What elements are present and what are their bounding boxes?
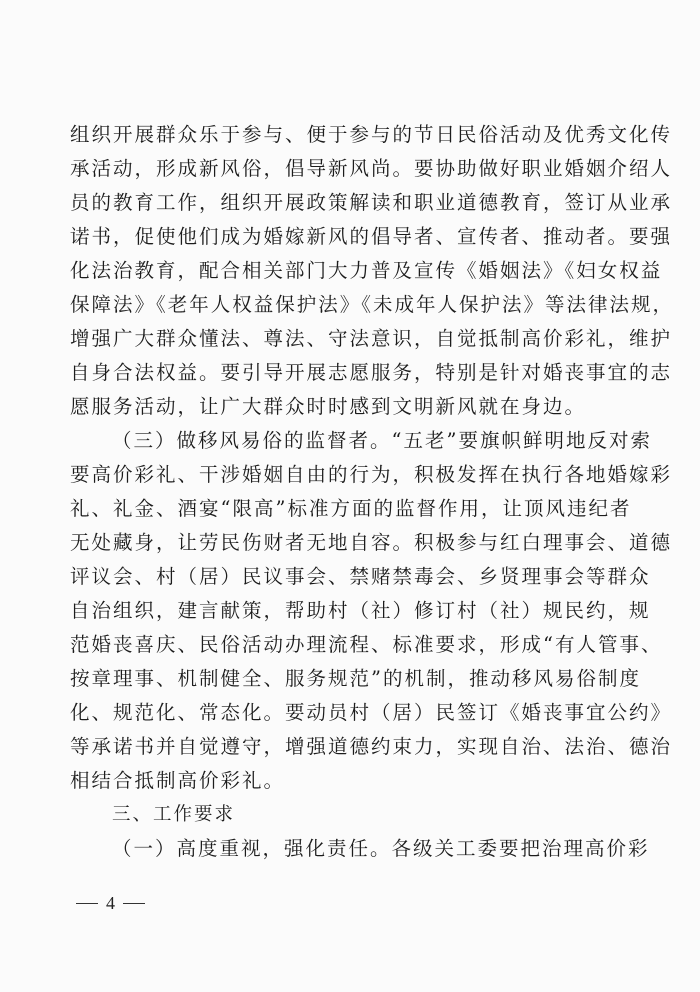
text-line-19: 等承诺书并自觉遵守，增强道德约束力，实现自治、法治、德治 bbox=[70, 735, 673, 758]
text-line-8: 自身合法权益。要引导开展志愿服务，特别是针对婚丧事宜的志 bbox=[70, 361, 673, 384]
section-heading: 三、工作要求 bbox=[112, 804, 236, 825]
body-text bbox=[70, 118, 675, 866]
text-line-7: 增强广大群众懂法、尊法、守法意识，自觉抵制高价彩礼，维护 bbox=[70, 327, 673, 350]
text-line-17: 按章理事、机制健全、服务规范”的机制，推动移风易俗制度 bbox=[70, 667, 641, 690]
text-line-12: 礼、礼金、酒宴“限高”标准方面的监督作用，让顶风违纪者 bbox=[70, 497, 632, 520]
text-line-3: 员的教育工作，组织开展政策解读和职业道德教育，签订从业承 bbox=[70, 191, 673, 214]
text-line-15: 自治组织，建言献策，帮助村（社）修订村（社）规民约，规 bbox=[70, 599, 651, 622]
text-line-14: 评议会、村（居）民议事会、禁赌禁毒会、乡贤理事会等群众 bbox=[70, 565, 651, 588]
text-line-5: 化法治教育，配合相关部门大力普及宣传《婚姻法》《妇女权益 bbox=[70, 259, 663, 282]
text-line-2: 承活动，形成新风俗，倡导新风尚。要协助做好职业婚姻介绍人 bbox=[70, 157, 673, 180]
text-line-9: 愿服务活动，让广大群众时时感到文明新风就在身边。 bbox=[70, 395, 587, 418]
text-line-4: 诺书，促使他们成为婚嫁新风的倡导者、宣传者、推动者。要强 bbox=[70, 225, 673, 248]
text-line-18: 化、规范化、常态化。要动员村（居）民签订《婚丧事宜公约》 bbox=[70, 701, 673, 724]
text-line-20: 相结合抵制高价彩礼。 bbox=[70, 769, 286, 792]
section-3-start-line: （三）做移风易俗的监督者。“五老”要旗帜鲜明地反对索 bbox=[112, 429, 652, 452]
text-line-11: 要高价彩礼、干涉婚姻自由的行为，积极发挥在执行各地婚嫁彩 bbox=[70, 463, 673, 486]
text-line-1: 组织开展群众乐于参与、便于参与的节日民俗活动及优秀文化传 bbox=[70, 123, 673, 146]
text-line-13: 无处藏身，让劳民伤财者无地自容。积极参与红白理事会、道德 bbox=[70, 531, 673, 554]
text-line-16: 范婚丧喜庆、民俗活动办理流程、标准要求，形成“有人管事、 bbox=[70, 633, 663, 656]
text-line-6: 保障法》《老年人权益保护法》《未成年人保护法》等法律法规， bbox=[70, 293, 675, 316]
page-number-value: 4 bbox=[106, 893, 115, 913]
left-dash bbox=[76, 903, 98, 904]
subsection-1-line: （一）高度重视，强化责任。各级关工委要把治理高价彩 bbox=[112, 837, 650, 860]
page-number bbox=[76, 893, 145, 914]
right-dash bbox=[123, 903, 145, 904]
